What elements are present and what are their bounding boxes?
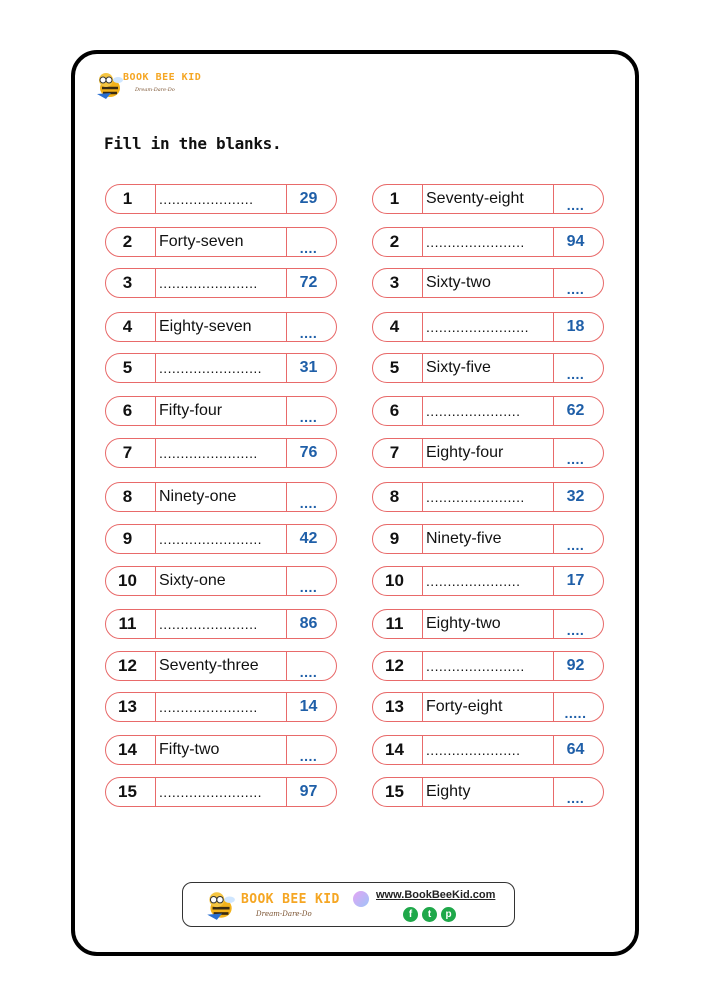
number-word: Eighty-four [423, 439, 554, 467]
number-word: Sixty-one [156, 567, 287, 595]
item-number: 7 [106, 439, 156, 467]
numeral-blank[interactable]: .... [566, 281, 585, 297]
exercise-row [105, 651, 337, 681]
bee-mascot-icon [203, 886, 237, 924]
item-number: 11 [106, 610, 156, 638]
numeral-value: 97 [299, 783, 318, 800]
exercise-row [372, 777, 604, 807]
numeral-value: 42 [299, 530, 318, 547]
number-word: Seventy-three [156, 652, 287, 680]
word-blank[interactable]: ........................ [156, 778, 287, 806]
exercise-row [105, 609, 337, 639]
facebook-icon[interactable]: f [403, 907, 418, 922]
item-number: 3 [106, 269, 156, 297]
item-number: 1 [373, 185, 423, 213]
item-number: 6 [106, 397, 156, 425]
number-word: Sixty-five [423, 354, 554, 382]
exercise-row [372, 651, 604, 681]
word-blank[interactable]: ....................... [423, 483, 554, 511]
item-number: 1 [106, 185, 156, 213]
exercise-row [105, 777, 337, 807]
number-word: Fifty-four [156, 397, 287, 425]
exercise-row [372, 566, 604, 596]
exercise-row [372, 735, 604, 765]
globe-icon [353, 891, 369, 907]
numeral-blank[interactable]: .... [566, 622, 585, 638]
numeral-blank[interactable]: .... [299, 748, 318, 764]
item-number: 12 [373, 652, 423, 680]
item-number: 8 [373, 483, 423, 511]
exercise-row [372, 524, 604, 554]
numeral-blank[interactable]: .... [299, 664, 318, 680]
item-number: 6 [373, 397, 423, 425]
exercise-row [372, 227, 604, 257]
exercise-row [105, 692, 337, 722]
word-blank[interactable]: ...................... [423, 567, 554, 595]
social-links [403, 907, 456, 922]
exercise-row [105, 438, 337, 468]
exercise-row [372, 312, 604, 342]
exercise-row [105, 482, 337, 512]
numeral-blank[interactable]: .... [299, 579, 318, 595]
word-blank[interactable]: ...................... [423, 397, 554, 425]
item-number: 4 [106, 313, 156, 341]
item-number: 9 [373, 525, 423, 553]
website-link[interactable]: www.BookBeeKid.com [376, 889, 496, 901]
word-blank[interactable]: ....................... [156, 693, 287, 721]
numeral-value: 94 [566, 233, 585, 250]
numeral-value: 32 [566, 488, 585, 505]
exercise-row [372, 184, 604, 214]
numeral-blank[interactable]: .... [299, 325, 318, 341]
number-word: Forty-eight [423, 693, 554, 721]
numeral-value: 14 [299, 698, 318, 715]
numeral-blank[interactable]: ..... [564, 705, 587, 721]
number-word: Eighty-two [423, 610, 554, 638]
item-number: 11 [373, 610, 423, 638]
exercise-row [372, 692, 604, 722]
item-number: 8 [106, 483, 156, 511]
brand-name: BOOK BEE KID [123, 72, 202, 83]
word-blank[interactable]: ....................... [423, 228, 554, 256]
numeral-value: 86 [299, 615, 318, 632]
word-blank[interactable]: ........................ [156, 354, 287, 382]
word-blank[interactable]: ........................ [156, 525, 287, 553]
item-number: 14 [106, 736, 156, 764]
numeral-value: 62 [566, 402, 585, 419]
item-number: 15 [373, 778, 423, 806]
exercise-row [105, 524, 337, 554]
item-number: 10 [106, 567, 156, 595]
word-blank[interactable]: ....................... [423, 652, 554, 680]
numeral-blank[interactable]: .... [566, 790, 585, 806]
exercise-row [105, 312, 337, 342]
item-number: 10 [373, 567, 423, 595]
number-word: Ninety-five [423, 525, 554, 553]
numeral-value: 17 [566, 572, 585, 589]
exercise-row [372, 396, 604, 426]
item-number: 14 [373, 736, 423, 764]
word-blank[interactable]: ........................ [423, 313, 554, 341]
brand-tagline: Dream-Dare-Do [135, 87, 175, 93]
numeral-blank[interactable]: .... [299, 409, 318, 425]
exercise-row [105, 353, 337, 383]
numeral-blank[interactable]: .... [566, 537, 585, 553]
word-blank[interactable]: ....................... [156, 269, 287, 297]
footer-tagline: Dream-Dare-Do [256, 910, 312, 918]
item-number: 12 [106, 652, 156, 680]
item-number: 15 [106, 778, 156, 806]
numeral-blank[interactable]: .... [566, 197, 585, 213]
numeral-value: 18 [566, 318, 585, 335]
item-number: 5 [106, 354, 156, 382]
word-blank[interactable]: ....................... [156, 610, 287, 638]
numeral-value: 76 [299, 444, 318, 461]
exercise-row [105, 184, 337, 214]
word-blank[interactable]: ...................... [156, 185, 287, 213]
exercise-row [105, 566, 337, 596]
header-logo [93, 68, 203, 102]
bee-mascot-icon [93, 68, 125, 102]
exercise-row [105, 396, 337, 426]
exercise-row [105, 268, 337, 298]
numeral-blank[interactable]: .... [299, 240, 318, 256]
item-number: 13 [106, 693, 156, 721]
footer-brand-name: BOOK BEE KID [241, 892, 340, 907]
pinterest-icon[interactable]: p [441, 907, 456, 922]
numeral-value: 72 [299, 274, 318, 291]
word-blank[interactable]: ....................... [156, 439, 287, 467]
numeral-value: 92 [566, 657, 585, 674]
numeral-blank[interactable]: .... [566, 366, 585, 382]
item-number: 4 [373, 313, 423, 341]
number-word: Fifty-two [156, 736, 287, 764]
number-word: Seventy-eight [423, 185, 554, 213]
item-number: 2 [106, 228, 156, 256]
item-number: 5 [373, 354, 423, 382]
item-number: 9 [106, 525, 156, 553]
numeral-blank[interactable]: .... [299, 495, 318, 511]
number-word: Forty-seven [156, 228, 287, 256]
item-number: 3 [373, 269, 423, 297]
exercise-row [372, 438, 604, 468]
numeral-value: 29 [299, 190, 318, 207]
footer-banner [182, 882, 515, 927]
item-number: 2 [373, 228, 423, 256]
word-blank[interactable]: ...................... [423, 736, 554, 764]
item-number: 7 [373, 439, 423, 467]
instruction-heading: Fill in the blanks. [104, 134, 282, 153]
exercise-row [372, 268, 604, 298]
exercise-row [372, 609, 604, 639]
item-number: 13 [373, 693, 423, 721]
exercise-row [105, 227, 337, 257]
numeral-value: 64 [566, 741, 585, 758]
numeral-value: 31 [299, 359, 318, 376]
number-word: Eighty-seven [156, 313, 287, 341]
exercise-row [105, 735, 337, 765]
exercise-row [372, 353, 604, 383]
number-word: Ninety-one [156, 483, 287, 511]
number-word: Eighty [423, 778, 554, 806]
twitter-icon[interactable]: t [422, 907, 437, 922]
exercise-row [372, 482, 604, 512]
numeral-blank[interactable]: .... [566, 451, 585, 467]
number-word: Sixty-two [423, 269, 554, 297]
